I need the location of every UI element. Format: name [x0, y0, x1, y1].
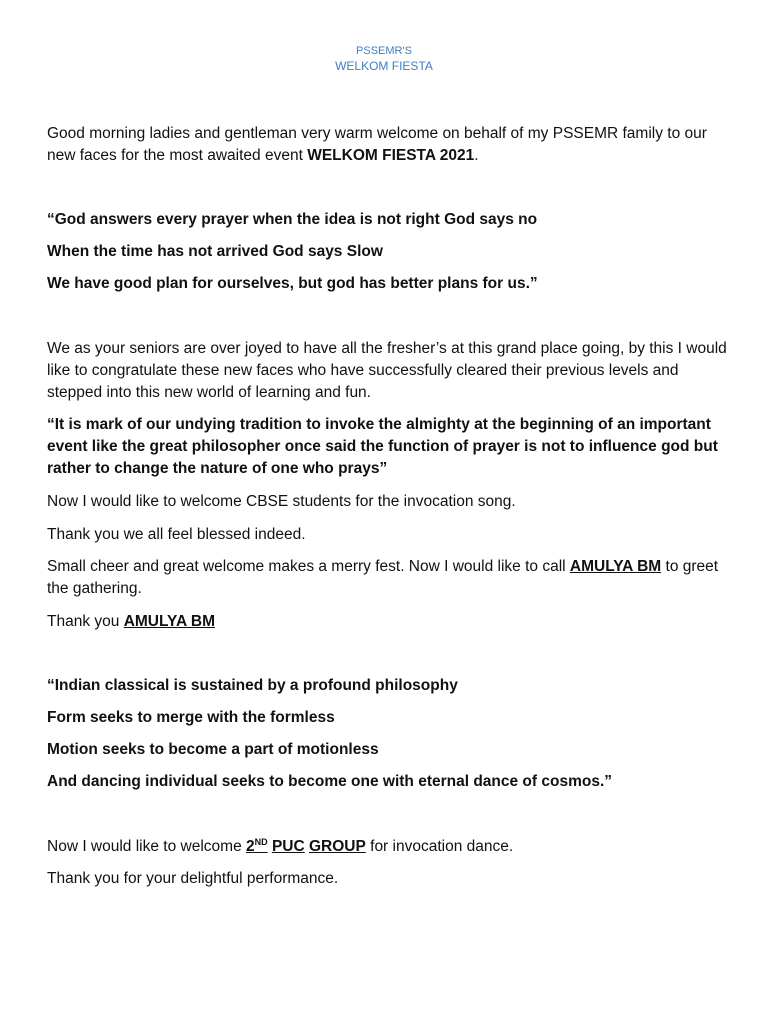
- dance-end: for invocation dance.: [365, 838, 514, 855]
- quote3-line4: And dancing individual seeks to become one with eternal dance of cosmos: [47, 773, 600, 790]
- cheer-paragraph: [47, 556, 737, 600]
- cbse-paragraph: Now I would like to welcome CBSE students for the invocation song.: [47, 493, 516, 510]
- quote3-line3: Motion seeks to become a part of motionless: [47, 741, 379, 758]
- speaker-name: AMULYA BM: [569, 558, 662, 575]
- quote1-line2: When the time has not arrived God says Slow: [47, 243, 383, 260]
- thankyou-speaker: [47, 611, 737, 633]
- group-num: 2: [246, 838, 255, 855]
- seniors-paragraph: We as your seniors are over joyed to have all the fresher’s at this grand place going, by this I would like to congratulate these new faces who have successfully cleared their previous levels and stepped into this new world of learning and fun.: [47, 340, 727, 401]
- group-sup: ND: [254, 837, 268, 847]
- dance-paragraph: [47, 836, 737, 858]
- quote1-line3: We have good plan for ourselves, but god has better plans for us.”: [47, 275, 538, 292]
- cheer-end: to greet the gathering.: [47, 558, 719, 597]
- welcome-paragraph: [47, 123, 737, 167]
- event-header: WELKOM FIESTA: [335, 59, 433, 73]
- cheer-text: Small cheer and great welcome makes a merry fest. Now I would like to call: [47, 558, 570, 575]
- thankyou-text: Thank you: [47, 613, 124, 630]
- speaker-name-2: AMULYA BM: [123, 613, 215, 630]
- quote3-line2: Form seeks to merge with the formless: [47, 709, 335, 726]
- group-puc: PUC: [271, 838, 305, 855]
- quote1-line1: “God answers every prayer when the idea is not right God says no: [47, 211, 538, 228]
- group-number: [246, 838, 268, 855]
- group-word: GROUP: [308, 838, 366, 855]
- blessed-paragraph: Thank you we all feel blessed indeed.: [47, 526, 306, 543]
- quote3-line4-wrap: [47, 771, 737, 793]
- quote3-line1: “Indian classical is sustained by a profound philosophy: [47, 677, 458, 694]
- dance-text: Now I would like to welcome: [47, 838, 246, 855]
- quote3-line4-end: .”: [599, 773, 613, 790]
- org-header: PSSEMR'S: [356, 45, 412, 57]
- welcome-end: .: [474, 147, 479, 164]
- tradition-quote: “It is mark of our undying tradition to invoke the almighty at the beginning of an important event like the great philosopher once said the function of prayer is not to influence god but rather to change the nature of one who prays”: [47, 416, 718, 477]
- event-name: WELKOM FIESTA 2021: [307, 147, 475, 164]
- performance-thanks: Thank you for your delightful performance.: [47, 870, 339, 887]
- welcome-text: Good morning ladies and gentleman very warm welcome on behalf of my PSSEMR family to our new faces for the most awaited event: [47, 125, 707, 164]
